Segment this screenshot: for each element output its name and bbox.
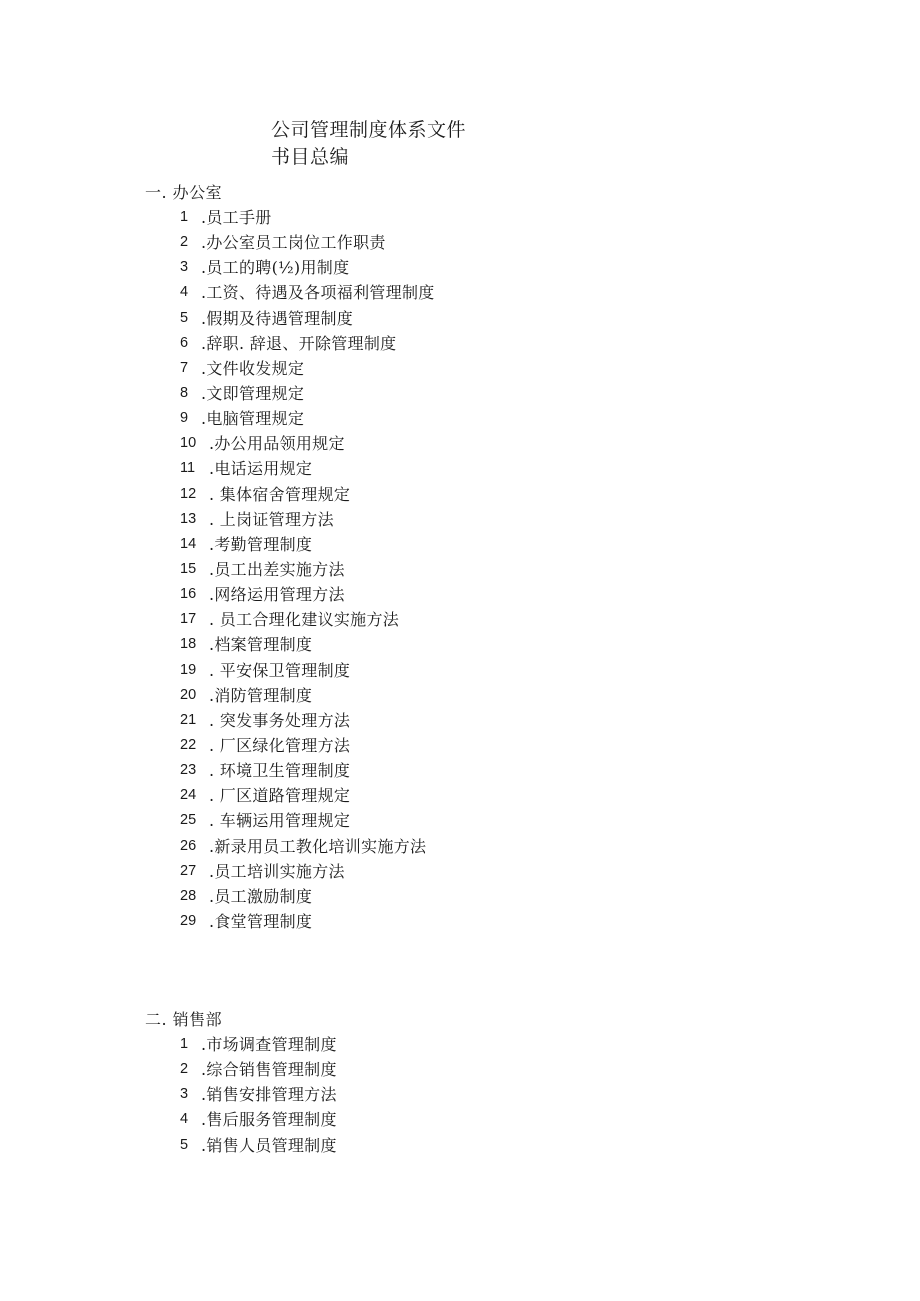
item-title: .假期及待遇管理制度 <box>201 308 354 328</box>
section-item-list <box>145 205 435 934</box>
item-number: 17 <box>180 611 197 628</box>
list-item <box>145 758 351 783</box>
item-title: .员工培训实施方法 <box>209 861 345 881</box>
item-number: 29 <box>180 912 197 929</box>
list-item <box>145 808 351 833</box>
item-number: 27 <box>180 862 197 879</box>
item-number: 9 <box>180 410 189 427</box>
list-item <box>145 859 345 884</box>
item-number: 4 <box>180 1111 189 1128</box>
item-number: 7 <box>180 359 189 376</box>
item-title: . 厂区道路管理规定 <box>209 786 351 806</box>
item-title: . 厂区绿化管理方法 <box>209 735 351 755</box>
item-number: 1 <box>180 209 189 225</box>
list-item <box>145 632 313 657</box>
section-office <box>145 180 435 934</box>
item-title: .员工激励制度 <box>209 886 313 906</box>
list-item <box>145 482 351 507</box>
list-item <box>145 230 386 255</box>
list-item <box>145 431 345 456</box>
item-title: . 突发事务处理方法 <box>209 710 351 730</box>
list-item <box>145 783 351 808</box>
title-line-1: 公司管理制度体系文件 <box>271 119 467 141</box>
item-number: 2 <box>180 234 189 251</box>
item-number: 13 <box>180 510 197 527</box>
item-number: 12 <box>180 485 197 502</box>
item-title: .办公室员工岗位工作职责 <box>201 233 386 253</box>
item-number: 6 <box>180 334 189 351</box>
list-item <box>145 331 397 356</box>
item-title: . 上岗证管理方法 <box>209 509 334 529</box>
item-number: 14 <box>180 535 197 552</box>
item-number: 5 <box>180 1136 189 1153</box>
list-item <box>145 456 313 481</box>
item-title: .消防管理制度 <box>209 685 313 705</box>
item-number: 23 <box>180 762 197 779</box>
item-title: .员工的聘(½)用制度 <box>201 258 350 278</box>
list-item <box>145 884 313 909</box>
item-title: .文即管理规定 <box>201 383 305 403</box>
item-number: 24 <box>180 787 197 804</box>
list-item <box>145 356 305 381</box>
section-heading: 一. 办公室 <box>145 183 223 202</box>
item-title: .食堂管理制度 <box>209 911 313 931</box>
item-title: .网络运用管理方法 <box>209 585 345 605</box>
list-item <box>145 1082 337 1107</box>
item-number: 1 <box>180 1036 189 1052</box>
item-title: .电话运用规定 <box>209 459 313 479</box>
item-title: .辞职. 辞退、开除管理制度 <box>201 333 397 353</box>
item-title: .文件收发规定 <box>201 358 305 378</box>
list-item <box>145 1133 337 1158</box>
list-item <box>145 306 354 331</box>
item-number: 2 <box>180 1061 189 1078</box>
list-item <box>145 909 313 934</box>
item-title: .市场调查管理制度 <box>201 1035 337 1054</box>
item-number: 25 <box>180 812 197 829</box>
section-sales <box>145 1007 337 1158</box>
item-title: .员工手册 <box>201 208 272 227</box>
list-item <box>145 658 351 683</box>
list-item <box>145 406 305 431</box>
list-item <box>145 1057 337 1082</box>
item-title: .员工出差实施方法 <box>209 559 345 579</box>
item-title: .售后服务管理制度 <box>201 1110 337 1130</box>
item-title: .工资、待遇及各项福利管理制度 <box>201 283 435 303</box>
item-title: . 集体宿舍管理规定 <box>209 484 351 504</box>
item-number: 22 <box>180 736 197 753</box>
item-title: .综合销售管理制度 <box>201 1060 337 1080</box>
item-title: .新录用员工教化培训实施方法 <box>209 836 427 856</box>
item-number: 18 <box>180 636 197 653</box>
list-item <box>145 205 272 230</box>
list-item <box>145 582 345 607</box>
item-title: .销售安排管理方法 <box>201 1085 337 1105</box>
item-title: .办公用品领用规定 <box>209 434 345 454</box>
list-item <box>145 507 334 532</box>
section-heading: 二. 销售部 <box>145 1010 223 1029</box>
item-title: .电脑管理规定 <box>201 409 305 429</box>
list-item <box>145 834 427 859</box>
list-item <box>145 280 435 305</box>
item-number: 19 <box>180 661 197 678</box>
document-title <box>271 117 466 171</box>
item-number: 4 <box>180 284 189 301</box>
item-number: 3 <box>180 1086 189 1103</box>
item-title: . 车辆运用管理规定 <box>209 811 351 831</box>
title-line-2: 书目总编 <box>271 146 350 168</box>
list-item <box>145 1032 337 1057</box>
list-item <box>145 683 313 708</box>
item-number: 5 <box>180 309 189 326</box>
item-number: 3 <box>180 259 189 276</box>
item-number: 10 <box>180 435 197 452</box>
list-item <box>145 532 313 557</box>
item-number: 8 <box>180 384 189 401</box>
item-title: . 环境卫生管理制度 <box>209 761 351 781</box>
item-number: 28 <box>180 887 197 904</box>
item-title: .考勤管理制度 <box>209 534 313 554</box>
item-number: 21 <box>180 711 197 728</box>
item-number: 15 <box>180 560 197 577</box>
item-title: . 员工合理化建议实施方法 <box>209 610 400 630</box>
item-number: 26 <box>180 837 197 854</box>
section-item-list <box>145 1032 337 1158</box>
item-title: .销售人员管理制度 <box>201 1135 337 1155</box>
list-item <box>145 607 400 632</box>
list-item <box>145 708 351 733</box>
list-item <box>145 255 350 280</box>
item-title: . 平安保卫管理制度 <box>209 660 351 680</box>
list-item <box>145 733 351 758</box>
item-number: 20 <box>180 686 197 703</box>
item-number: 11 <box>180 460 196 477</box>
list-item <box>145 1107 337 1132</box>
item-number: 16 <box>180 586 197 603</box>
list-item <box>145 381 305 406</box>
list-item <box>145 557 345 582</box>
item-title: .档案管理制度 <box>209 635 313 655</box>
